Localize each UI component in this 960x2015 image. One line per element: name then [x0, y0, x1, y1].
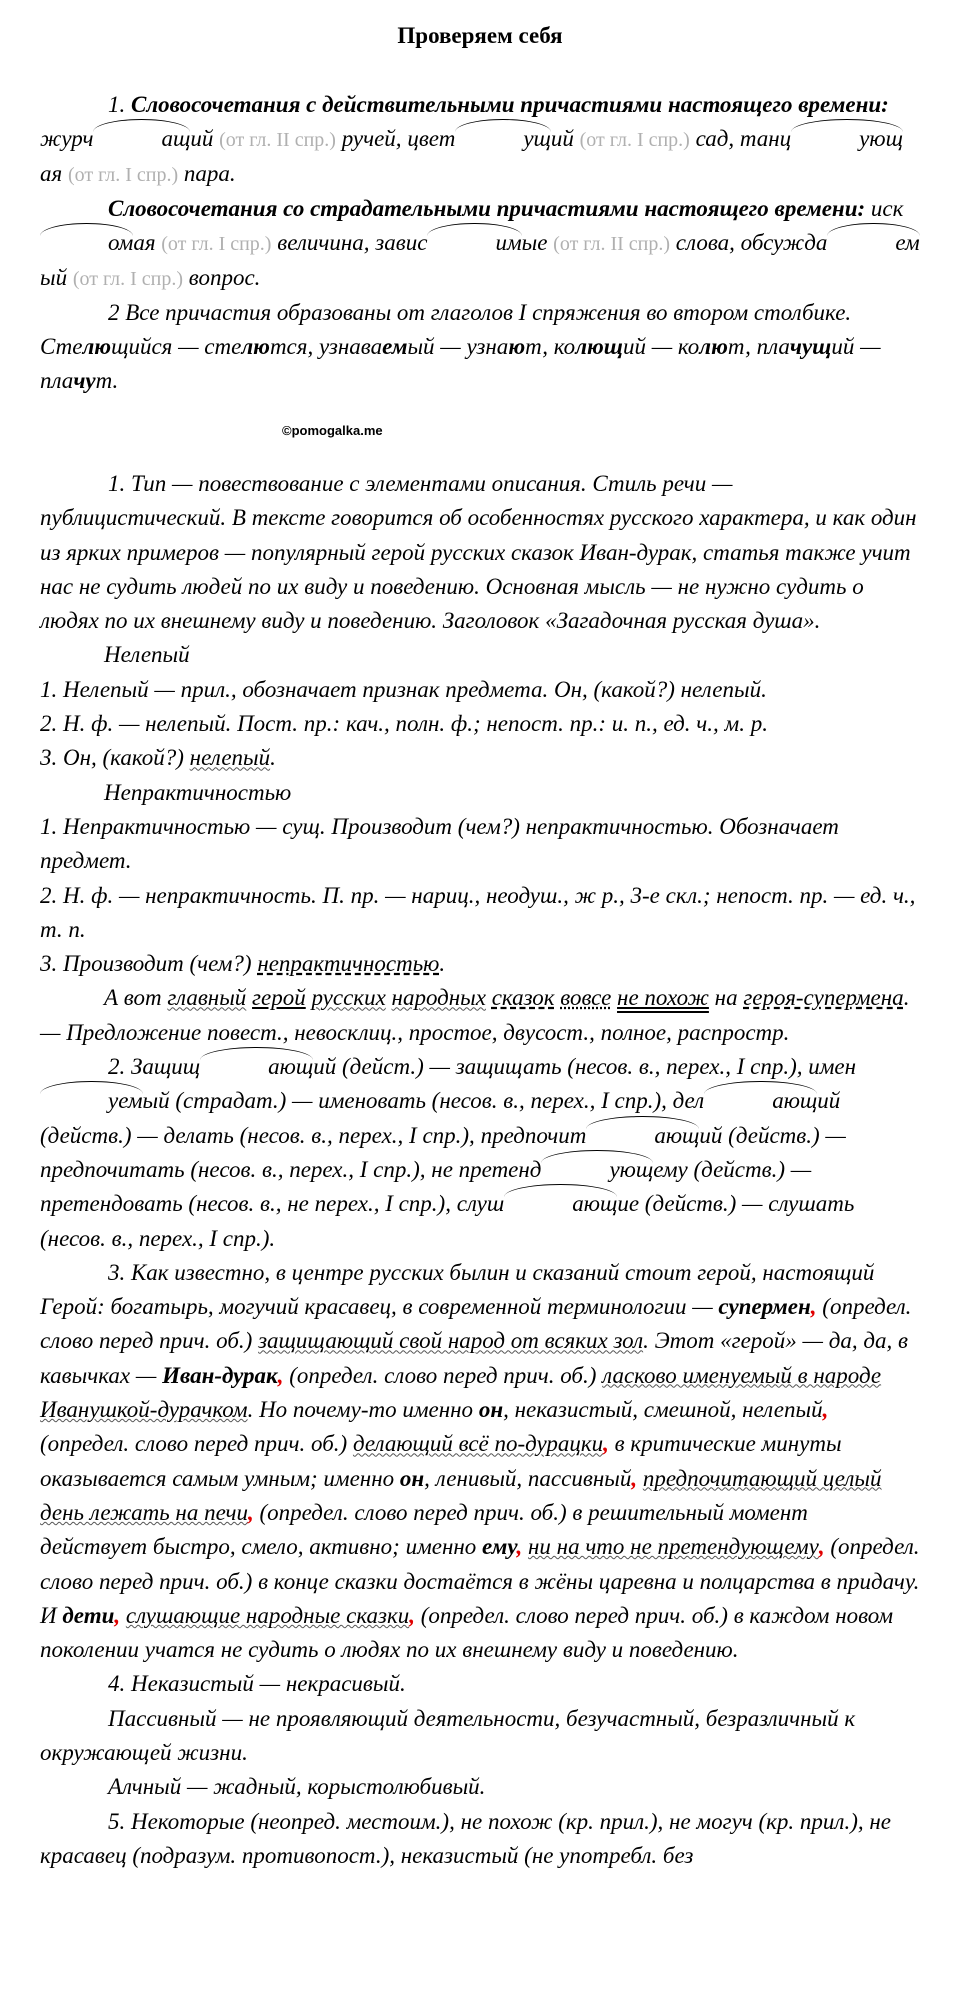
- task4-line-1: 4. Неказистый — некрасивый.: [108, 1671, 406, 1697]
- suffix-arc-icon: ом: [40, 226, 133, 260]
- suffix-arc-icon: ающ: [586, 1119, 699, 1153]
- pair-3: колющий — колют,: [553, 334, 757, 359]
- phrase-4: искомая: [40, 196, 903, 255]
- pair-4: плачущий — плачут.: [40, 334, 881, 393]
- word1-line-3: 3. Он, (какой?) нелепый.: [40, 745, 276, 771]
- task1-passive-heading: Словосочетания со страдательными причастиями настоящего времени:: [108, 196, 866, 221]
- word-heading-1: Нелепый: [104, 642, 190, 668]
- word1-line-1: 1. Нелепый — прил., обозначает признак предмета. Он, (какой?) нелепый.: [40, 676, 767, 702]
- conjugation-note: (от гл. II спр.): [219, 129, 336, 151]
- word2-line-3: 3. Производит (чем?) непрактичностью.: [40, 951, 446, 977]
- suffix-arc-icon: ущ: [455, 122, 551, 156]
- participle-1: Защищ ающий: [131, 1054, 336, 1079]
- participle-4: предпочит ающий: [481, 1123, 723, 1148]
- pair-2: узнаваемый — узнают,: [318, 334, 554, 359]
- task3-paragraph: 3. Как известно, в центре русских былин и сказаний стоит герой, настоящий Герой: богатырь, могучий красавец, в современной терминологии — супермен, (определ. слово перед прич. об.) защищающий свой народ от всяких зол. Этот «герой» — да, да, в кавычках — Иван-дурак, (определ. слово перед прич. об.) ласково именуемый в народе Иванушкой-дурачком. Но почему-то именно он, неказистый, смешной, нелепый, (определ. слово перед прич. об.) делающий всё по-дурацки, в критические минуты оказывается самым умным; именно он, ленивый, пассивный, предпочитающий целый день лежать на печи, (определ. слово перед прич. об.) в решительный момент действует быстро, смело, активно; именно ему, ни на что не претендующему, (определ. слово перед прич. об.) в конце сказки достаётся в жёны царевна и полцарства в придачу. И дети, слушающие народные сказки, (определ. слово перед прич. об.) в каждом новом поколении учатся не судить о людях по их внешнему виду и поведению.: [40, 1259, 920, 1663]
- task4-line-2: Пассивный — не проявляющий деятельности, безучастный, безразличный к окружающей жизни.: [40, 1705, 856, 1765]
- suffix-arc-icon: ующ: [791, 122, 903, 156]
- participle-6: слуш ающие: [457, 1191, 639, 1216]
- task1-passive: Словосочетания со страдательными причастиями настоящего времени: искомая (от гл. I спр.) величина, завис имые (от гл. II спр.) слова, обсужда емый (от гл. I спр.) вопрос.: [40, 196, 920, 290]
- suffix-arc-icon: ащ: [93, 122, 190, 156]
- suffix-arc-icon: им: [427, 226, 521, 260]
- task2-conjugation: 2 Все причастия образованы от глаголов I спряжения во втором столбике. Стелющийся — стелются, узнаваемый — узнают, колющий — колют, плачущий — плачут.: [40, 300, 881, 393]
- word1-line-2: 2. Н. ф. — нелепый. Пост. пр.: кач., полн. ф.; непост. пр.: и. п., ед. ч., м. р.: [40, 711, 768, 737]
- page-title: Проверяем себя: [397, 23, 563, 48]
- exercise-1: [40, 88, 920, 398]
- phrase-1: журч ащий: [40, 126, 213, 151]
- comma-mark: ,: [247, 1499, 254, 1525]
- exercise-2: [40, 467, 920, 1873]
- word-heading-2: Непрактичностью: [104, 779, 292, 805]
- task4-line-3: Алчный — жадный, корыстолюбивый.: [108, 1774, 486, 1800]
- suffix-arc-icon: ающ: [704, 1084, 817, 1118]
- conjugation-note: (от гл. I спр.): [579, 129, 690, 151]
- phrase-6: обсужда емый: [40, 230, 920, 290]
- suffix-arc-icon: ающ: [200, 1050, 313, 1084]
- participles-list: 2. Защищ ающий (дейст.) — защищать (несов. в., перех., I спр.), именуемый (страдат.) — именовать (несов. в., перех., I спр.), дел ающий (действ.) — делать (несов. в., перех., I спр.), предпочит ающий (действ.) — предпочитать (несов. в., перех., I спр.), не претенд ующему (действ.) — претендовать (несов. в., не перех., I спр.), слуш ающие (действ.) — слушать (несов. в., перех., I спр.).: [40, 1050, 920, 1256]
- sentence-parse: А вот главный герой русских народных сказок вовсе не похож на героя-супермена. — Предложение повест., невосклиц., простое, двусост., полное, распростр.: [40, 985, 910, 1045]
- pair-1: Стелющийся — стелются,: [40, 334, 319, 359]
- comma-mark: ,: [810, 1294, 817, 1320]
- task5-line-1: 5. Некоторые (неопред. местоим.), не похож (кр. прил.), не могуч (кр. прил.), не красавец (подразум. противопост.), неказистый (не употребл. без: [40, 1808, 891, 1868]
- conjugation-note: (от гл. I спр.): [161, 233, 272, 255]
- comma-mark: ,: [277, 1362, 284, 1388]
- comma-mark: ,: [516, 1534, 523, 1560]
- suffix-arc-icon: ем: [827, 226, 919, 260]
- conjugation-note: (от гл. II спр.): [553, 233, 671, 255]
- word2-line-1: 1. Непрактичностью — сущ. Производит (чем?) непрактичностью. Обозначает предмет.: [40, 813, 839, 874]
- watermark: ©pomogalka.me: [282, 423, 383, 438]
- comma-mark: ,: [631, 1465, 638, 1491]
- analysis-paragraph: 1. Тип — повествование с элементами описания. Стиль речи — публицистический. В тексте говорится об особенностях русского характера, и как один из ярких примеров — популярный герой русских сказок Иван-дурак, статья также учит нас не судить людей по их виду и поведению. Основная мысль — не нужно судить о людях по их внешнему виду и поведению. Заголовок «Загадочная русская душа».: [40, 471, 917, 634]
- phrase-5: завис имые: [375, 230, 547, 255]
- task1-active-heading: Словосочетания с действительными причастиями настоящего времени:: [131, 92, 889, 117]
- suffix-arc-icon: ающ: [504, 1187, 617, 1221]
- task1-active: 1. Словосочетания с действительными причастиями настоящего времени: журч ащий (от гл. II спр.) ручей, цвет ущий (от гл. I спр.) сад, танц ующая (от гл. I спр.) пара.: [40, 92, 903, 186]
- phrase-3: танц ующая: [40, 126, 903, 186]
- comma-mark: ,: [822, 1397, 829, 1423]
- participle-2: именуемый: [40, 1054, 856, 1113]
- participle-5: не претенд ующему: [431, 1157, 687, 1182]
- comma-mark: ,: [409, 1602, 415, 1628]
- suffix-arc-icon: ующ: [541, 1153, 653, 1187]
- word2-line-2: 2. Н. ф. — непрактичность. П. пр. — нариц., неодуш., ж р., 3-е скл.; непост. пр. — ед. ч., т. п.: [40, 882, 916, 942]
- participle-3: дел ающий: [673, 1088, 841, 1113]
- comma-mark: ,: [114, 1602, 121, 1628]
- comma-mark: ,: [603, 1431, 609, 1457]
- comma-mark: ,: [818, 1534, 825, 1560]
- conjugation-note: (от гл. I спр.): [67, 164, 179, 186]
- suffix-arc-icon: уем: [40, 1084, 143, 1118]
- phrase-2: цвет ущий: [407, 126, 574, 151]
- conjugation-note: (от гл. I спр.): [72, 268, 184, 290]
